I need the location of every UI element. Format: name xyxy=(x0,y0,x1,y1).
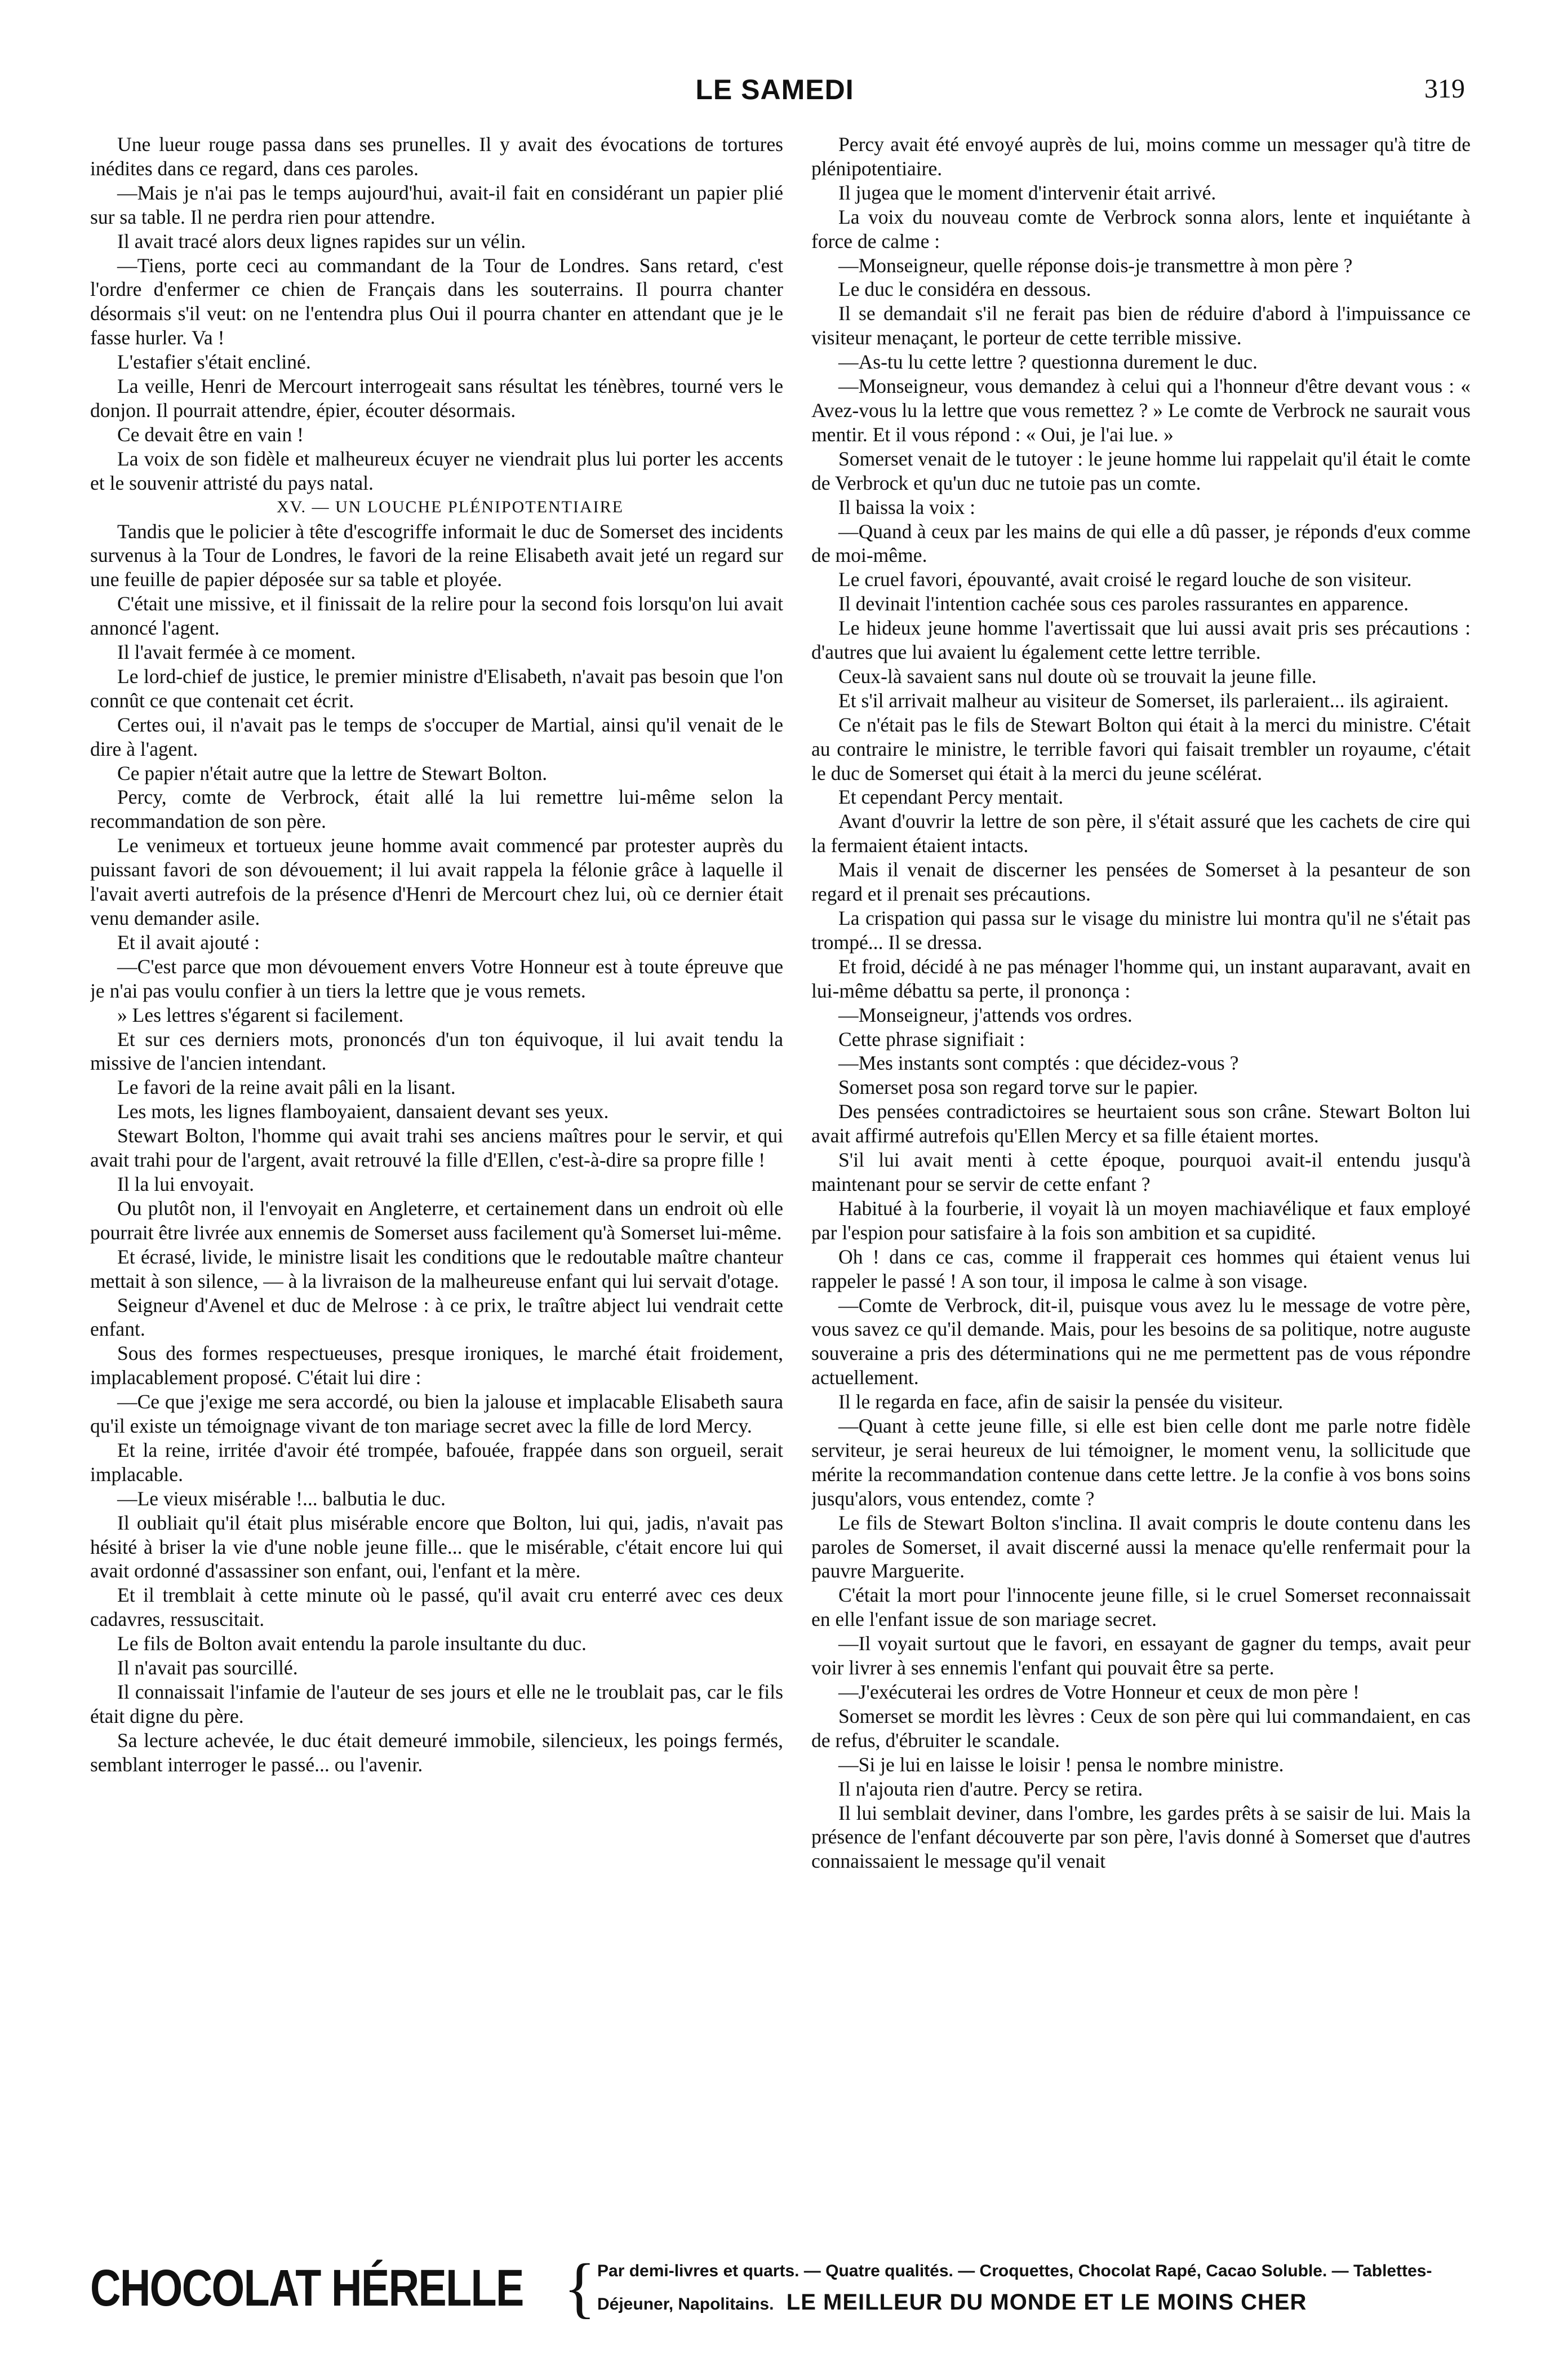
paragraph: Une lueur rouge passa dans ses prunelles. Il y avait des évocations de tortures inédites dans ce regard, dans ces paroles. xyxy=(90,133,783,180)
paragraph: Le favori de la reine avait pâli en la lisant. xyxy=(117,1076,456,1099)
paragraph: Le fils de Stewart Bolton s'inclina. Il avait compris le doute contenu dans les paroles de Somerset, il avait discerné aussi la menace qu'elle renfermait pour la pauvre Marguerite. xyxy=(811,1511,1471,1583)
left-column xyxy=(90,132,783,2212)
right-column-paragraphs xyxy=(811,132,1471,1873)
journal-title: LE SAMEDI xyxy=(695,74,854,105)
section-title: XV. — UN LOUCHE PLÉNIPOTENTIAIRE xyxy=(277,497,624,516)
paragraph: —Il voyait surtout que le favori, en essayant de gagner du temps, avait peur voir livrer à ses ennemis l'enfant qui pouvait être sa perte. xyxy=(811,1632,1471,1679)
paragraph: —Mais je n'ai pas le temps aujourd'hui, avait-il fait en considérant un papier plié sur sa table. Il ne perdra rien pour attendre. xyxy=(90,181,783,228)
paragraph: Et froid, décidé à ne pas ménager l'homme qui, un instant auparavant, avait en lui-même débattu sa perte, il prononça : xyxy=(811,955,1471,1002)
paragraph: Le cruel favori, épouvanté, avait croisé le regard louche de son visiteur. xyxy=(838,568,1412,591)
paragraph: —J'exécuterai les ordres de Votre Honneur et ceux de mon père ! xyxy=(838,1681,1360,1703)
paragraph: Ce papier n'était autre que la lettre de Stewart Bolton. xyxy=(117,761,548,785)
paragraph: Mais il venait de discerner les pensées de Somerset à la pesanteur de son regard et il prenait ses précautions. xyxy=(811,858,1471,906)
paragraph: Il le regarda en face, afin de saisir la pensée du visiteur. xyxy=(838,1390,1283,1413)
paragraph: Percy, comte de Verbrock, était allé la lui remettre lui-même selon la recommandation de son père. xyxy=(90,786,783,833)
paragraph: Il baissa la voix : xyxy=(838,495,976,518)
paragraph: La voix de son fidèle et malheureux écuyer ne viendrait plus lui porter les accents et le souvenir attristé du pays natal. xyxy=(90,447,783,494)
paragraph: Il lui semblait deviner, dans l'ombre, les gardes prêts à se saisir de lui. Mais la présence de l'enfant découverte par son père, l'avis donné à Somerset que d'autres connaissaient le message qu'il venait xyxy=(811,1801,1471,1873)
paragraph: Habitué à la fourberie, il voyait là un moyen machiavélique et faux employé par l'espion pour satisfaire à la fois son ambition et sa cupidité. xyxy=(811,1196,1471,1244)
paragraph: Il avait tracé alors deux lignes rapides sur un vélin. xyxy=(117,229,526,252)
paragraph: —Quand à ceux par les mains de qui elle a dû passer, je réponds d'eux comme de moi-même. xyxy=(811,520,1471,567)
paragraph: Il connaissait l'infamie de l'auteur de ses jours et elle ne le troublait pas, car le fils était digne du père. xyxy=(90,1681,783,1727)
paragraph: C'était une missive, et il finissait de la relire pour la second fois lorsqu'on lui avait annoncé l'agent. xyxy=(90,592,783,640)
paragraph: Il n'ajouta rien d'autre. Percy se retira. xyxy=(838,1777,1143,1800)
paragraph: —Monseigneur, vous demandez à celui qui a l'honneur d'être devant vous : « Avez-vous lu la lettre que vous remettez ? » Le comte de Verbrock ne saurait vous mentir. Et il vous répond : « Oui, je l'ai lue. » xyxy=(811,375,1471,446)
paragraph: Sa lecture achevée, le duc était demeuré immobile, silencieux, les poings fermés, semblant interroger le passé... ou l'avenir. xyxy=(90,1729,783,1776)
right-column xyxy=(811,132,1471,2212)
paragraph: —Monseigneur, j'attends vos ordres. xyxy=(838,1003,1132,1026)
paragraph: Il oubliait qu'il était plus misérable encore que Bolton, lui qui, jadis, n'avait pas hésité à briser la vie d'une noble jeune fille... que le misérable, c'était encore lui qui avait ordonné d'assassiner son enfant, oui, l'enfant et la mère. xyxy=(90,1511,783,1583)
paragraph: —Tiens, porte ceci au commandant de la Tour de Londres. Sans retard, c'est l'ordre d'enfermer ce chien de Français dans les souterrains. Il pourra chanter désormais s'il veut: on ne l'entendra plus Oui il pourra chanter en attendant que je le fasse hurler. Va ! xyxy=(90,254,783,349)
paragraph: —C'est parce que mon dévouement envers Votre Honneur est à toute épreuve que je n'ai pas voulu confier à un tiers la lettre que je vous remets. xyxy=(90,955,783,1002)
paragraph: —Mes instants sont comptés : que décidez-vous ? xyxy=(838,1052,1239,1075)
paragraph: Ou plutôt non, il l'envoyait en Angleterre, et certainement dans un endroit où elle pourrait être livrée aux ennemis de Somerset auss facilement qu'à Somerset lui-même. xyxy=(90,1196,783,1244)
paragraph: Le duc le considéra en dessous. xyxy=(838,278,1091,301)
paragraph: Sous des formes respectueuses, presque ironiques, le marché était froidement, implacablement proposé. C'était lui dire : xyxy=(90,1342,783,1389)
paragraph: S'il lui avait menti à cette époque, pourquoi avait-il entendu jusqu'à maintenant pour se servir de cette enfant ? xyxy=(811,1149,1471,1195)
paragraph: Des pensées contradictoires se heurtaient sous son crâne. Stewart Bolton lui avait affirmé autrefois qu'Ellen Mercy et sa fille étaient mortes. xyxy=(811,1100,1471,1147)
ad-brace: { xyxy=(563,2250,596,2325)
paragraph: Seigneur d'Avenel et duc de Melrose : à ce prix, le traître abject lui vendrait cette enfant. xyxy=(90,1293,783,1341)
paragraph: Oh ! dans ce cas, comme il frapperait ces hommes qui étaient venus lui rappeler le passé ! A son tour, il imposa le calme à son visage. xyxy=(811,1245,1471,1292)
running-header xyxy=(85,73,1465,107)
paragraph: Ce n'était pas le fils de Stewart Bolton qui était à la merci du ministre. C'était au contraire le ministre, le terrible favori qui faisait trembler un royaume, c'était le duc de Somerset qui était à la merci du jeune scélérat. xyxy=(811,713,1471,785)
paragraph: —As-tu lu cette lettre ? questionna durement le duc. xyxy=(838,351,1258,374)
paragraph: —Le vieux misérable !... balbutia le duc. xyxy=(117,1487,446,1510)
ad-products-line-2: Déjeuner, Napolitains. xyxy=(597,2295,774,2313)
paragraph: Ce devait être en vain ! xyxy=(117,423,304,446)
ad-second-line xyxy=(597,2290,1307,2315)
paragraphs-after-section xyxy=(90,520,783,1777)
paragraph: Somerset venait de le tutoyer : le jeune homme lui rappelait qu'il était le comte de Verbrock et qu'un duc ne tutoie pas un comte. xyxy=(811,447,1471,494)
paragraph: » Les lettres s'égarent si facilement. xyxy=(117,1003,404,1026)
ad-products-line: Par demi-livres et quarts. — Quatre qualités. — Croquettes, Chocolat Rapé, Cacao Soluble. — Tablettes- xyxy=(597,2262,1432,2280)
paragraph: Il la lui envoyait. xyxy=(117,1172,255,1195)
paragraph: Et il avait ajouté : xyxy=(117,930,260,954)
paragraph: Et cependant Percy mentait. xyxy=(838,786,1064,809)
ad-slogan: LE MEILLEUR DU MONDE ET LE MOINS CHER xyxy=(786,2290,1307,2315)
paragraph: Certes oui, il n'avait pas le temps de s'occuper de Martial, ainsi qu'il venait de le dire à l'agent. xyxy=(90,713,783,760)
paragraph: Le hideux jeune homme l'avertissait que lui aussi avait pris ses précautions : d'autres que lui avaient lu également cette lettre terrible. xyxy=(811,617,1471,664)
paragraph: L'estafier s'était encliné. xyxy=(117,351,311,374)
paragraph: Le lord-chief de justice, le premier ministre d'Elisabeth, n'avait pas besoin que l'on connût ce que contenait cet écrit. xyxy=(90,664,783,712)
paragraph: —Si je lui en laisse le loisir ! pensa le nombre ministre. xyxy=(838,1753,1284,1776)
paragraph: La crispation qui passa sur le visage du ministre lui montra qu'il ne s'était pas trompé... Il se dressa. xyxy=(811,907,1471,954)
paragraph: Et la reine, irritée d'avoir été trompée, bafouée, frappée dans son orgueil, serait implacable. xyxy=(90,1438,783,1486)
paragraph: Tandis que le policier à tête d'escogriffe informait le duc de Somerset des incidents survenus à la Tour de Londres, le favori de la reine Elisabeth avait jeté un regard sur une feuille de papier déposée sur sa table et ployée. xyxy=(90,520,783,591)
paragraphs-before-section xyxy=(90,132,783,495)
paragraph: Cette phrase signifiait : xyxy=(838,1027,1025,1051)
paragraph: Il devinait l'intention cachée sous ces paroles rassurantes en apparence. xyxy=(838,592,1409,615)
paragraph: Le fils de Bolton avait entendu la parole insultante du duc. xyxy=(117,1632,587,1655)
page-number: 319 xyxy=(1424,74,1465,104)
paragraph: Il jugea que le moment d'intervenir était arrivé. xyxy=(838,181,1216,204)
paragraph: Percy avait été envoyé auprès de lui, moins comme un messager qu'à titre de plénipotentiaire. xyxy=(811,133,1471,180)
paragraph: Somerset posa son regard torve sur le papier. xyxy=(838,1076,1198,1099)
ad-brand-name: CHOCOLAT HÉRELLE xyxy=(90,2259,523,2317)
paragraph: La veille, Henri de Mercourt interrogeait sans résultat les ténèbres, tourné vers le donjon. Il pourrait attendre, épier, écouter désormais. xyxy=(90,375,783,422)
paragraph: Ceux-là savaient sans nul doute où se trouvait la jeune fille. xyxy=(838,664,1317,688)
paragraph: —Comte de Verbrock, dit-il, puisque vous avez lu le message de votre père, vous savez ce qu'il demande. Mais, pour les besoins de sa politique, notre auguste souveraine a pris des déterminations qui ne me permettent pas de vous répondre actuellement. xyxy=(811,1293,1471,1389)
paragraph: Avant d'ouvrir la lettre de son père, il s'était assuré que les cachets de cire qui la fermaient étaient intacts. xyxy=(811,810,1471,857)
paragraph: Somerset se mordit les lèvres : Ceux de son père qui lui commandaient, en cas de refus, d'ébruiter le scandale. xyxy=(811,1704,1471,1752)
paragraph: —Quant à cette jeune fille, si elle est bien celle dont me parle notre fidèle serviteur, je serai heureux de lui témoigner, le moment venu, la sollicitude que mérite la recommandation contenue dans cette lettre. Je la confie à vos bons soins jusqu'alors, vous entendez, comte ? xyxy=(811,1415,1471,1510)
paragraph: Il se demandait s'il ne ferait pas bien de réduire d'abord à l'impuissance ce visiteur menaçant, le porteur de cette terrible missive. xyxy=(811,302,1471,349)
paragraph: La voix du nouveau comte de Verbrock sonna alors, lente et inquiétante à force de calme : xyxy=(811,205,1471,252)
paragraph: Et sur ces derniers mots, prononcés d'un ton équivoque, il lui avait tendu la missive de l'ancien intendant. xyxy=(90,1027,783,1075)
paragraph: Stewart Bolton, l'homme qui avait trahi ses anciens maîtres pour le servir, et qui avait trahi pour de l'argent, avait retrouvé la fille d'Ellen, c'est-à-dire sa propre fille ! xyxy=(90,1124,783,1172)
paragraph: —Ce que j'exige me sera accordé, ou bien la jalouse et implacable Elisabeth saura qu'il existe un témoignage vivant de ton mariage secret avec la fille de lord Mercy. xyxy=(90,1390,783,1438)
paragraph: Il n'avait pas sourcillé. xyxy=(117,1656,298,1679)
paragraph: Et écrasé, livide, le ministre lisait les conditions que le redoutable maître chanteur mettait à son silence, — à la livraison de la malheureuse enfant qui lui servait d'otage. xyxy=(90,1245,783,1292)
paragraph: C'était la mort pour l'innocente jeune fille, si le cruel Somerset reconnaissait en elle l'enfant issue de son mariage secret. xyxy=(811,1584,1471,1631)
paragraph: Le venimeux et tortueux jeune homme avait commencé par protester auprès du puissant favori de son dévouement; il lui avait rappela la félonie grâce à laquelle il l'avait averti autrefois de la présence d'Henri de Mercourt chez lui, où ce dernier était venu demander asile. xyxy=(90,834,783,929)
paragraph: Il l'avait fermée à ce moment. xyxy=(117,641,356,664)
paragraph: Et il tremblait à cette minute où le passé, qu'il avait cru enterré avec ces deux cadavres, ressuscitait. xyxy=(90,1584,783,1631)
paragraph: —Monseigneur, quelle réponse dois-je transmettre à mon père ? xyxy=(838,254,1353,277)
paragraph: Et s'il arrivait malheur au visiteur de Somerset, ils parleraient... ils agiraient. xyxy=(838,689,1449,712)
paragraph: Les mots, les lignes flamboyaient, dansaient devant ses yeux. xyxy=(117,1100,609,1123)
advertisement-banner xyxy=(90,2250,1471,2325)
